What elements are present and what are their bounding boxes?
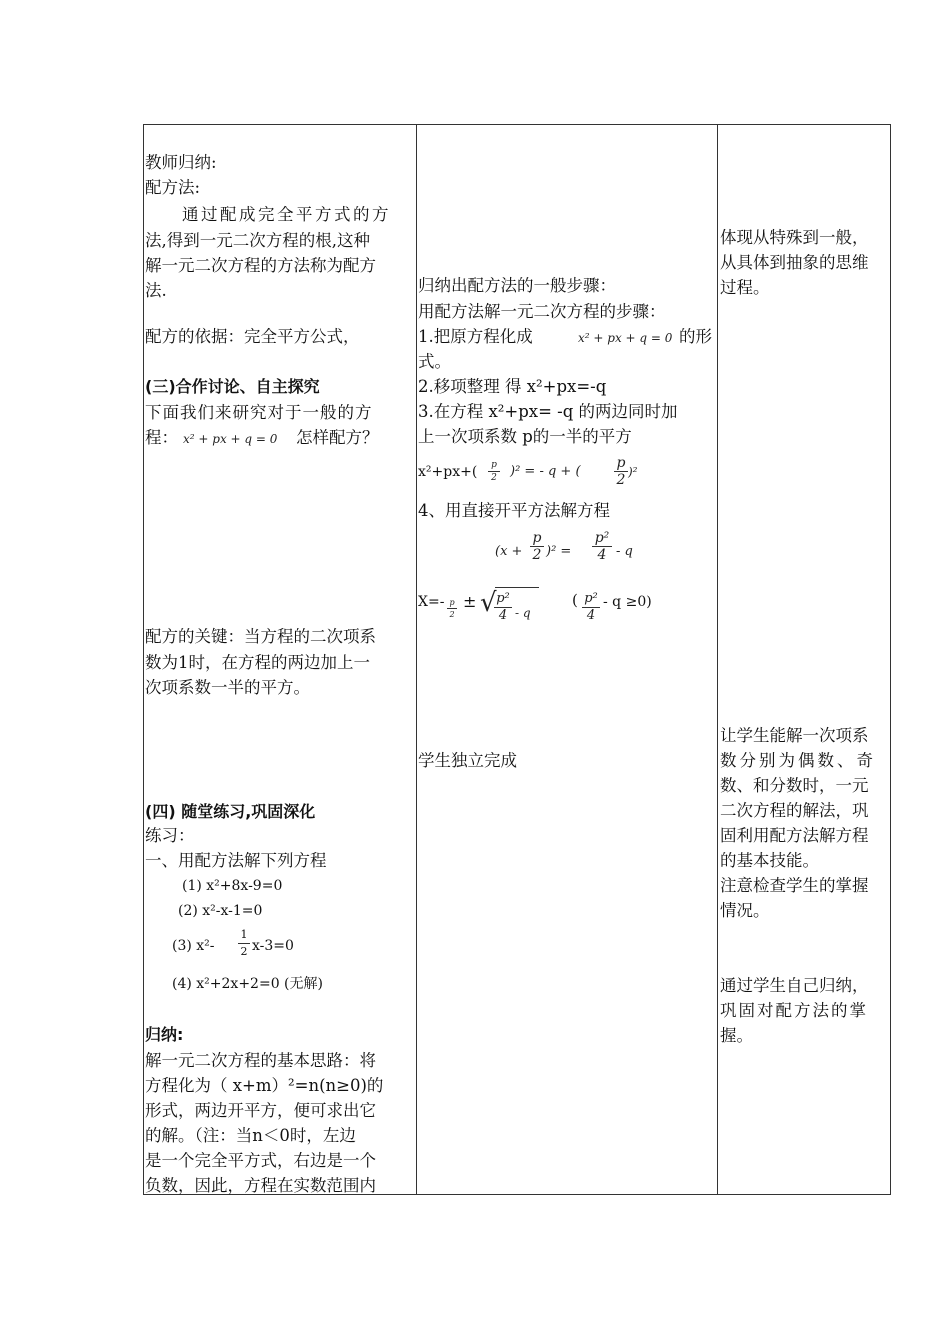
summary-title: 归纳:: [145, 1025, 184, 1044]
step-4: 4、用直接开平方法解方程: [418, 501, 610, 520]
teacher-summary-label: 教师归纳:: [145, 153, 217, 172]
method-title: 配方法:: [145, 178, 201, 197]
note-text: 注意检查学生的掌握: [720, 876, 869, 895]
step-2: 2.移项整理 得 x²+px=-q: [418, 377, 607, 396]
steps-title: 归纳出配方法的一般步骤：: [418, 276, 616, 295]
sqrt-icon: √: [480, 588, 497, 618]
fraction: p 2: [614, 456, 628, 487]
solution-formula: - q: [515, 606, 531, 620]
step-4-equation: )² =: [546, 544, 572, 559]
note-text: 情况。: [720, 901, 770, 920]
section-3-text: 怎样配方？: [296, 428, 379, 447]
exercise-item: (4) x²+2x+2=0 (无解): [172, 976, 323, 992]
key-text: 次项系数一半的平方。: [145, 678, 310, 697]
step-3: 3.在方程 x²+px= -q 的两边同时加: [418, 402, 678, 421]
definition-line: 解一元二次方程的方法称为配方: [145, 256, 376, 275]
exercise-item: (1) x²+8x-9=0: [182, 878, 283, 894]
note-text: 巩固对配方法的掌: [720, 1001, 868, 1020]
fraction: p² 4: [494, 592, 512, 623]
step-1: 1.把原方程化成: [418, 327, 533, 346]
fraction: p 2: [488, 460, 500, 483]
summary-text: 方程化为（ x+m）²=n(n≥0)的: [145, 1076, 384, 1095]
plus-minus: ±: [463, 592, 477, 611]
summary-text: 是一个完全平方式，右边是一个: [145, 1151, 376, 1170]
note-text: 从具体到抽象的思维: [720, 253, 869, 272]
condition: (: [572, 591, 578, 609]
section-3-text: 程：: [145, 428, 178, 447]
fraction: p² 4: [582, 592, 600, 623]
exercise-item: x-3=0: [252, 938, 294, 954]
solution-formula: X=-: [418, 594, 445, 610]
section-3-title: (三)合作讨论、自主探究: [145, 377, 320, 396]
step-1: 式。: [418, 352, 451, 371]
column-divider: [717, 125, 718, 1194]
general-equation: x² + px + q = 0: [183, 432, 278, 446]
exercise-item: (2) x²-x-1=0: [178, 903, 263, 919]
summary-text: 负数，因此，方程在实数范围内: [145, 1176, 376, 1195]
exercise-item: (3) x²-: [172, 938, 215, 954]
summary-text: 形式，两边开平方，便可求出它: [145, 1101, 376, 1120]
practice-label: 练习：: [145, 826, 195, 845]
column-divider: [416, 125, 417, 1194]
independent-work: 学生独立完成: [418, 751, 517, 770]
section-4-title: (四) 随堂练习,巩固深化: [145, 802, 316, 821]
fraction: p 2: [530, 531, 544, 562]
summary-text: 的解。（注：当n＜0时，左边: [145, 1126, 356, 1145]
step-4-equation: (x +: [495, 544, 523, 559]
note-text: 通过学生自己归纳，: [720, 976, 869, 995]
note-text: 数分别为偶数、奇: [720, 751, 876, 770]
condition: - q ≥0): [603, 594, 652, 610]
sqrt-bar: [495, 587, 539, 588]
fraction: p² 4: [592, 531, 612, 562]
note-text: 体现从特殊到一般，: [720, 228, 869, 247]
step-1: 的形: [679, 327, 712, 346]
key-text: 数为1时，在方程的两边加上一: [145, 653, 370, 672]
steps-intro: 用配方法解一元二次方程的步骤：: [418, 302, 666, 321]
note-text: 的基本技能。: [720, 851, 819, 870]
note-text: 过程。: [720, 278, 770, 297]
definition-line: 法.: [145, 281, 167, 300]
note-text: 二次方程的解法，巩: [720, 801, 869, 820]
definition-line: 法,得到一元二次方程的根,这种: [145, 231, 370, 250]
step-3-equation: )² = - q + (: [510, 464, 581, 479]
general-equation: x² + px + q = 0: [578, 331, 673, 345]
note-text: 固利用配方法解方程: [720, 826, 869, 845]
step-3: 上一次项系数 p的一半的平方: [418, 427, 632, 446]
note-text: 让学生能解一次项系: [720, 726, 869, 745]
step-4-equation: - q: [616, 544, 633, 559]
fraction: p 2: [447, 598, 457, 619]
exercise-intro: 一、用配方法解下列方程: [145, 851, 327, 870]
section-3-text: 下面我们来研究对于一般的方: [145, 403, 373, 422]
note-text: 握。: [720, 1026, 753, 1045]
basis-text: 配方的依据：完全平方公式，: [145, 327, 360, 346]
step-3-equation: x²+px+(: [418, 464, 478, 480]
step-3-equation: )²: [628, 465, 638, 479]
fraction: 1 2: [238, 928, 250, 959]
key-text: 配方的关键：当方程的二次项系: [145, 627, 376, 646]
summary-text: 解一元二次方程的基本思路：将: [145, 1051, 376, 1070]
definition-line: 通过配成完全平方式的方: [182, 205, 391, 224]
note-text: 数、和分数时，一元: [720, 776, 869, 795]
